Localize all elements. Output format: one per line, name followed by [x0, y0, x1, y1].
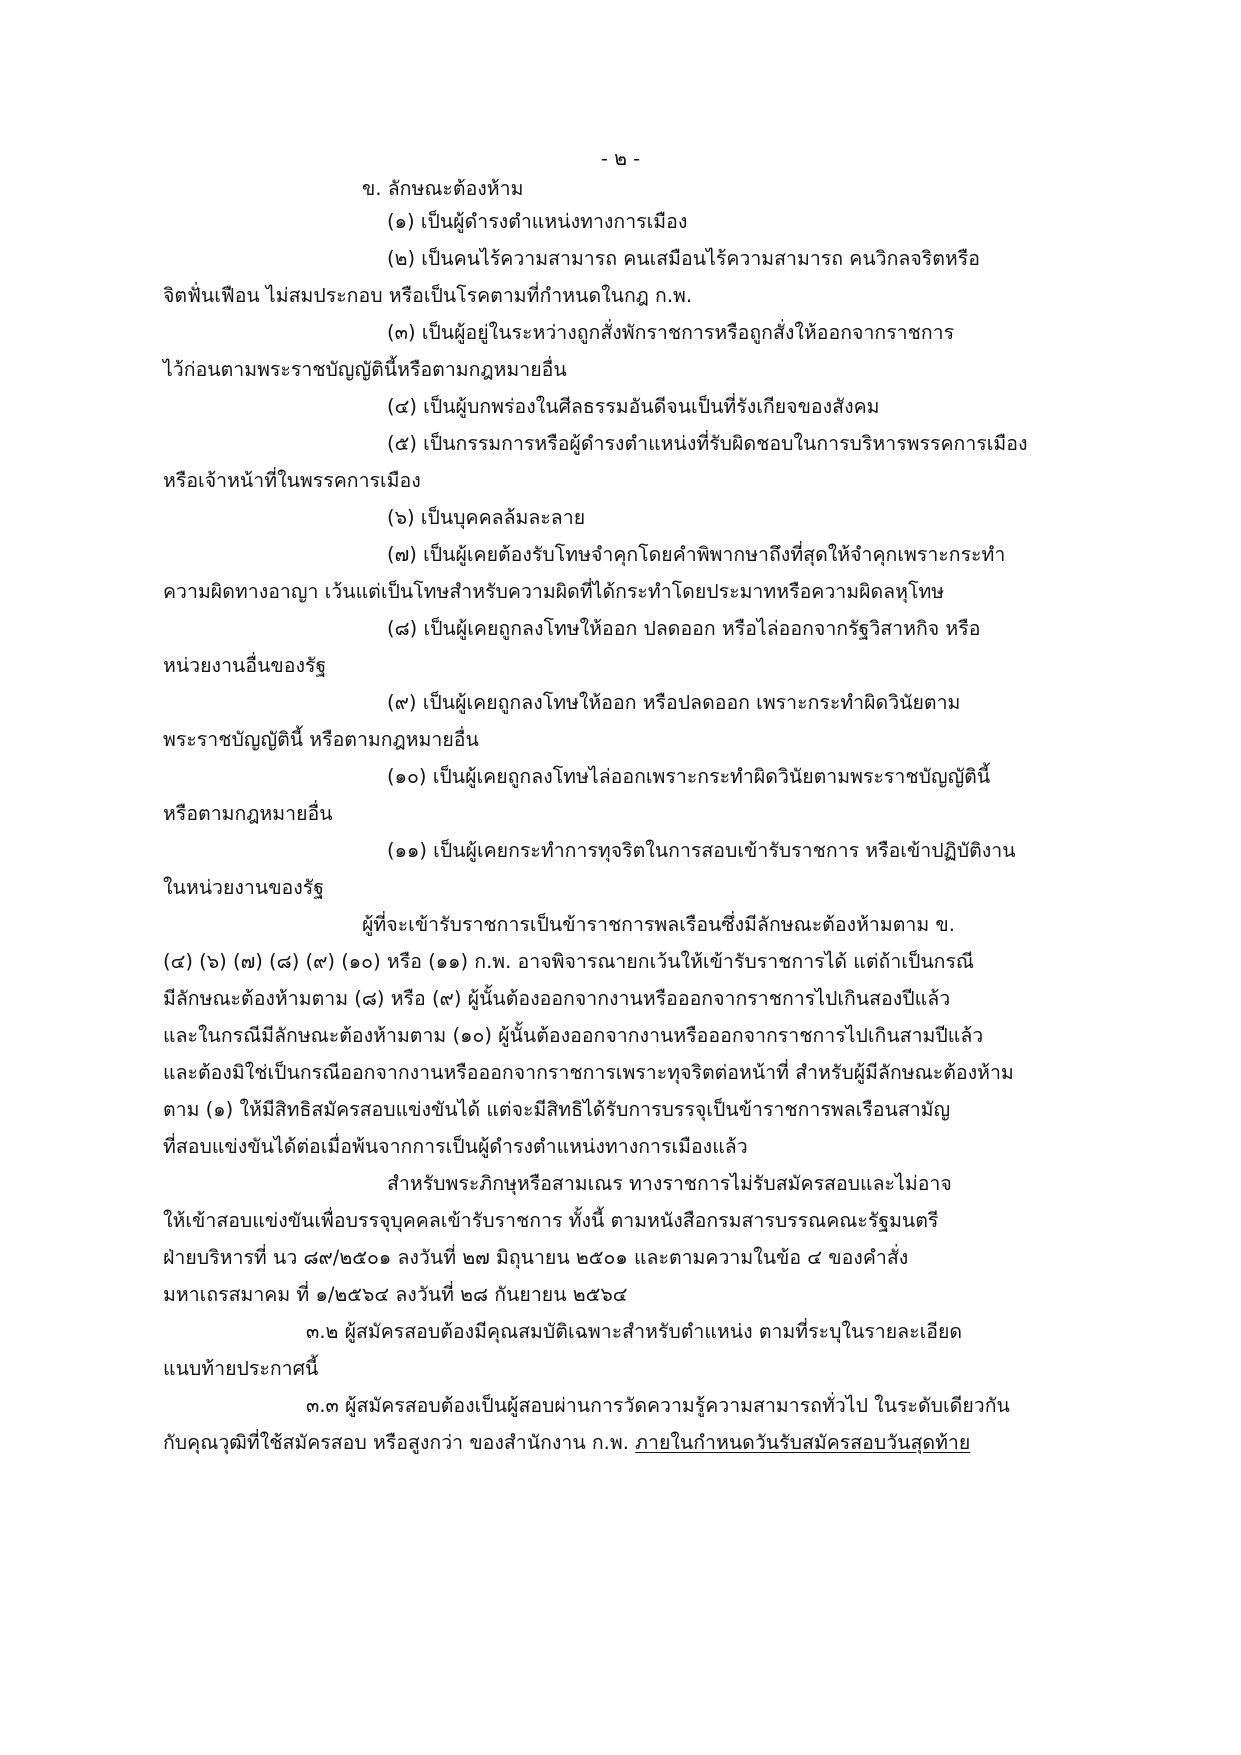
text-line: ที่สอบแข่งขันได้ต่อเมื่อพ้นจากการเป็นผู้ดำรงตำแหน่งทางการเมืองแล้ว [163, 1135, 748, 1158]
text-line: (๑๑) เป็นผู้เคยกระทำการทุจริตในการสอบเข้ารับราชการ หรือเข้าปฏิบัติงาน [387, 839, 1016, 862]
text-line: (๔) เป็นผู้บกพร่องในศีลธรรมอันดีจนเป็นที่รังเกียจของสังคม [387, 395, 880, 418]
text-line: (๘) เป็นผู้เคยถูกลงโทษให้ออก ปลดออก หรือไล่ออกจากรัฐวิสาหกิจ หรือ [387, 617, 981, 640]
text-line: (๔) (๖) (๗) (๘) (๙) (๑๐) หรือ (๑๑) ก.พ. อาจพิจารณายกเว้นให้เข้ารับราชการได้ แต่ถ้าเป็นกรณี [163, 950, 975, 973]
underlined-deadline-text: ภายในกำหนดวันรับสมัครสอบวันสุดท้าย [635, 1431, 971, 1454]
text-line: สำหรับพระภิกษุหรือสามเณร ทางราชการไม่รับสมัครสอบและไม่อาจ [387, 1172, 952, 1195]
text-line: ๓.๓ ผู้สมัครสอบต้องเป็นผู้สอบผ่านการวัดความรู้ความสามารถทั่วไป ในระดับเดียวกัน [306, 1394, 1010, 1417]
text-line: (๓) เป็นผู้อยู่ในระหว่างถูกสั่งพักราชการหรือถูกสั่งให้ออกจากราชการ [387, 321, 955, 344]
text-line: พระราชบัญญัตินี้ หรือตามกฎหมายอื่น [163, 728, 479, 751]
text-line: (๑๐) เป็นผู้เคยถูกลงโทษไล่ออกเพราะกระทำผิดวินัยตามพระราชบัญญัตินี้ [387, 765, 991, 788]
text-line: จิตฟั่นเฟือน ไม่สมประกอบ หรือเป็นโรคตามที่กำหนดในกฎ ก.พ. [163, 284, 693, 307]
text-line: แนบท้ายประกาศนี้ [163, 1357, 319, 1380]
text-line: ในหน่วยงานของรัฐ [163, 876, 325, 899]
text-line: (๑) เป็นผู้ดำรงตำแหน่งทางการเมือง [387, 210, 688, 233]
text-line: หน่วยงานอื่นของรัฐ [163, 654, 327, 677]
text-line: ตาม (๑) ให้มีสิทธิสมัครสอบแข่งขันได้ แต่จะมีสิทธิได้รับการบรรจุเป็นข้าราชการพลเรือนสามัญ [163, 1098, 951, 1121]
text-line-last-plain: กับคุณวุฒิที่ใช้สมัครสอบ หรือสูงกว่า ของสำนักงาน ก.พ. [163, 1431, 636, 1454]
text-line: ๓.๒ ผู้สมัครสอบต้องมีคุณสมบัติเฉพาะสำหรับตำแหน่ง ตามที่ระบุในรายละเอียด [306, 1320, 963, 1343]
text-line: และต้องมิใช่เป็นกรณีออกจากงานหรือออกจากราชการเพราะทุจริตต่อหน้าที่ สำหรับผู้มีลักษณะต้องห้าม [163, 1061, 1014, 1084]
text-line: ฝ่ายบริหารที่ นว ๘๙/๒๕๐๑ ลงวันที่ ๒๗ มิถุนายน ๒๕๐๑ และตามความในข้อ ๔ ของคำสั่ง [163, 1246, 909, 1269]
text-line: (๗) เป็นผู้เคยต้องรับโทษจำคุกโดยคำพิพากษาถึงที่สุดให้จำคุกเพราะกระทำ [387, 543, 1006, 566]
text-line: ให้เข้าสอบแข่งขันเพื่อบรรจุบุคคลเข้ารับราชการ ทั้งนี้ ตามหนังสือกรมสารบรรณคณะรัฐมนตรี [163, 1209, 939, 1232]
text-line: หรือเจ้าหน้าที่ในพรรคการเมือง [163, 469, 421, 492]
section-heading: ข. ลักษณะต้องห้าม [362, 177, 524, 200]
text-line: (๖) เป็นบุคคลล้มละลาย [387, 506, 586, 529]
text-line: มหาเถรสมาคม ที่ ๑/๒๕๖๔ ลงวันที่ ๒๘ กันยายน ๒๕๖๔ [163, 1283, 628, 1306]
text-line-last [163, 1428, 970, 1458]
text-line: ผู้ที่จะเข้ารับราชการเป็นข้าราชการพลเรือนซึ่งมีลักษณะต้องห้ามตาม ข. [362, 913, 955, 936]
text-line: (๒) เป็นคนไร้ความสามารถ คนเสมือนไร้ความสามารถ คนวิกลจริตหรือ [387, 247, 980, 270]
page-number: - ๒ - [600, 147, 641, 170]
text-line: และในกรณีมีลักษณะต้องห้ามตาม (๑๐) ผู้นั้นต้องออกจากงานหรือออกจากราชการไปเกินสามปีแล้ว [163, 1024, 984, 1047]
text-line: หรือตามกฎหมายอื่น [163, 802, 333, 825]
text-line: ไว้ก่อนตามพระราชบัญญัตินี้หรือตามกฎหมายอื่น [163, 358, 567, 381]
text-line: มีลักษณะต้องห้ามตาม (๘) หรือ (๙) ผู้นั้นต้องออกจากงานหรือออกจากราชการไปเกินสองปีแล้ว [163, 987, 951, 1010]
text-line: (๕) เป็นกรรมการหรือผู้ดำรงตำแหน่งที่รับผิดชอบในการบริหารพรรคการเมือง [387, 432, 1028, 455]
text-line: (๙) เป็นผู้เคยถูกลงโทษให้ออก หรือปลดออก เพราะกระทำผิดวินัยตาม [387, 691, 961, 714]
text-line: ความผิดทางอาญา เว้นแต่เป็นโทษสำหรับความผิดที่ได้กระทำโดยประมาทหรือความผิดลหุโทษ [163, 580, 945, 603]
